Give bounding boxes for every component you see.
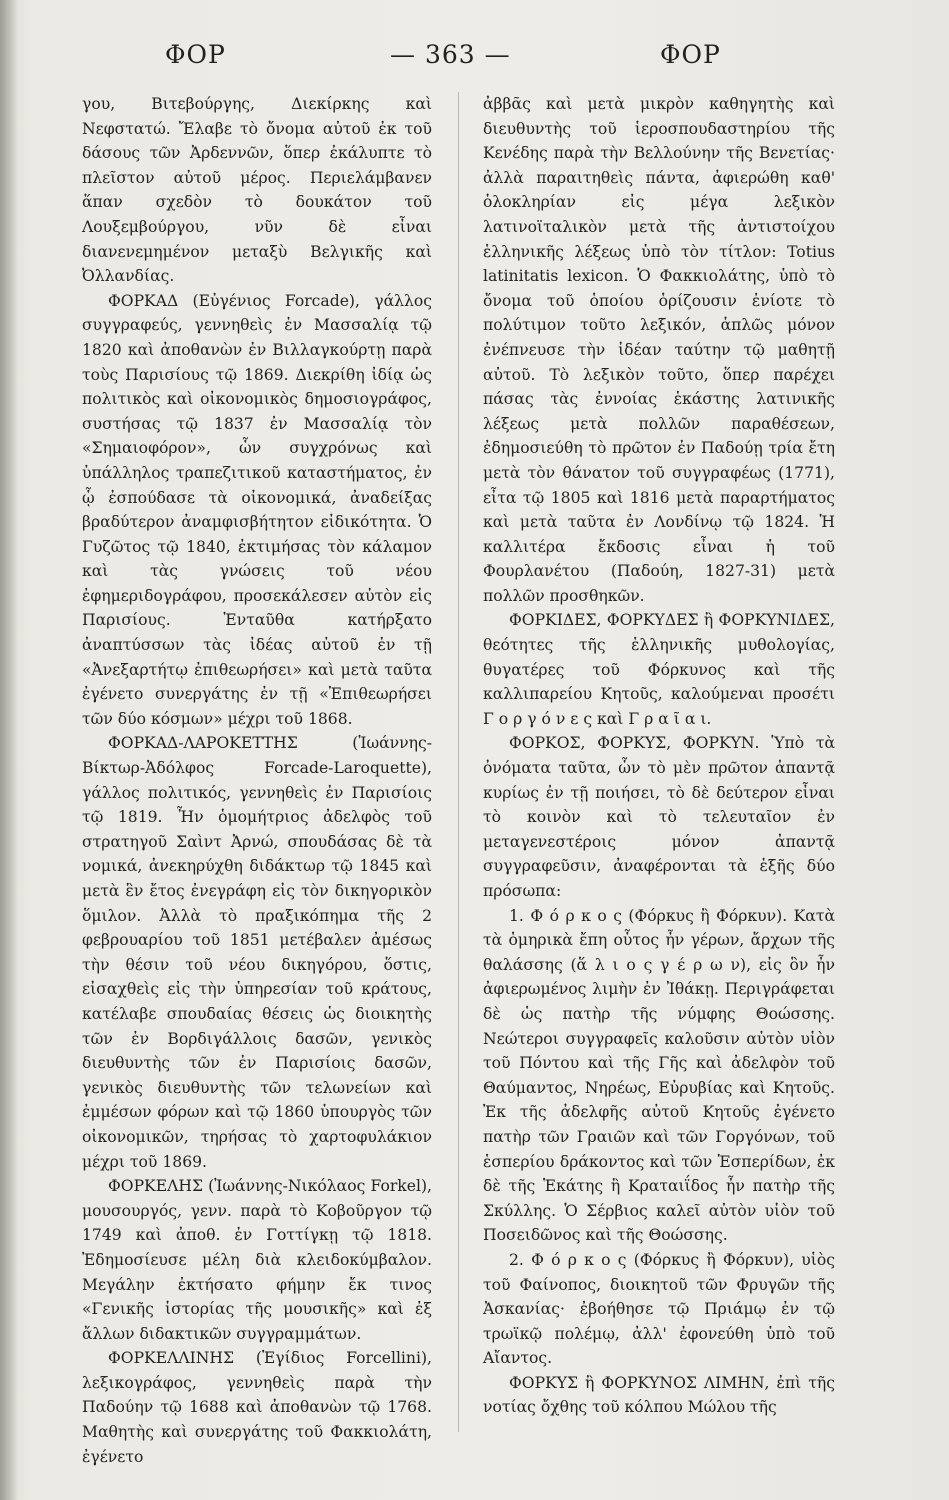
running-head-right: ΦΟΡ <box>660 40 721 69</box>
entry-forcade: ΦΟΡΚΑΔ (Εὐγένιος Forcade), γάλλος συγγραφεύς, γεννηθεὶς ἐν Μασσαλίᾳ τῷ 1820 καὶ ἀποθανὼν ἐν Βιλλαγκούρτῃ παρὰ τοὺς Παρισίους τῷ 1869. Διεκρίθη ἰδίᾳ ὡς πολιτικὸς καὶ οἰκονομικὸς δημοσιογράφος, συστήσας τῷ 1837 ἐν Μασσαλίᾳ τὸν «Σημαιοφόρον», ὧν συγχρόνως καὶ ὑπάλληλος τραπεζιτικοῦ καταστήματος, ἐν ᾧ ἐσπούδασε τὰ οἰκονομικά, ἀναδείξας βραδύτερον ἀναμφισβήτητον εἰδικότητα. Ὁ Γυζῶτος τῷ 1840, ἐκτιμήσας τὸν κάλαμον καὶ τὰς γνώσεις τοῦ νέου ἐφημεριδογράφου, προσεκάλεσεν αὐτὸν εἰς Παρισίους. Ἐνταῦθα κατήρξατο ἀναπτύσσων τὰς ἰδέας αὐτοῦ ἐν τῇ «Ἀνεξαρτήτῳ ἐπιθεωρήσει» καὶ μετὰ ταῦτα ἐγένετο συνεργάτης ἐν τῇ «Ἐπιθεωρήσει τῶν δύο κόσμων» μέχρι τοῦ 1868. <box>82 291 432 728</box>
running-head-left: ΦΟΡ <box>165 40 226 69</box>
page-header <box>70 40 889 80</box>
entry-phorkys-limen: ΦΟΡΚΥΣ ἢ ΦΟΡΚΥΝΟΣ ΛΙΜΗΝ, ἐπὶ τῆς νοτίας ὄχθης τοῦ κόλπου Μώλου τῆς <box>483 1373 835 1417</box>
column-divider <box>458 92 459 1432</box>
binding-shadow <box>0 0 18 1500</box>
entry-paragraph: ἀββᾶς καὶ μετὰ μικρὸν καθηγητὴς καὶ διευθυντὴς τοῦ ἱεροσπουδαστηρίου τῆς Κενέδης παρὰ τὴν Βελλούνην τῆς Βενετίας· ἀλλὰ παραιτηθεὶς πάντα, ἀφιερώθη καθ' ὁλοκληρίαν εἰς μέγα λεξικὸν λατινοϊταλικὸν μετὰ τῆς ἀντιστοίχου ἑλληνικῆς λέξεως ὑπὸ τὸν τίτλον: Totius latinitatis lexicon. Ὁ Φακκιολάτης, ὑπὸ τὸ ὄνομα τοῦ ὁποίου ὁρίζουσιν ἐνίοτε τὸ πολύτιμον τοῦτο λεξικόν, ἁπλῶς μόνον ἐνέπνευσε τὴν ἰδέαν ταύτην τῷ μαθητῇ αὐτοῦ. Τὸ λεξικὸν τοῦτο, ὅπερ παρέχει πάσας τὰς ἐννοίας ἑκάστης λατινικῆς λέξεως μετὰ πολλῶν παραθέσεων, ἐδημοσιεύθη τὸ πρῶτον ἐν Παδούῃ τρία ἔτη μετὰ τὸν θάνατον τοῦ συγγραφέως (1771), εἶτα τῷ 1805 καὶ 1816 μετὰ παραρτήματος καὶ μετὰ ταῦτα ἐν Λονδίνῳ τῷ 1824. Ἡ καλλιτέρα ἔκδοσις εἶναι ἡ τοῦ Φουρλανέτου (Παδούη, 1827-31) μετὰ πολλῶν προσθηκῶν. <box>483 95 835 605</box>
entry-phorkides: ΦΟΡΚΙΔΕΣ, ΦΟΡΚΥΔΕΣ ἢ ΦΟΡΚΥΝΙΔΕΣ, θεότητες τῆς ἑλληνικῆς μυθολογίας, θυγατέρες τοῦ Φόρκυνος καὶ τῆς καλλιπαρείου Κητοῦς, καλούμεναι προσέτι Γ ο ρ γ ό ν ε ς καὶ Γ ρ α ῖ α ι. <box>483 611 835 728</box>
left-column <box>82 92 432 1469</box>
page-number: — 363 — <box>390 40 511 69</box>
entry-paragraph: γου, Βιτεβούργης, Διεκίρκης καὶ Νεφστατώ. Ἔλαβε τὸ ὄνομα αὐτοῦ ἐκ τοῦ δάσους τῶν Ἀρδεννῶν, ὅπερ ἐκάλυπτε τὸ πλεῖστον αὐτοῦ μέρος. Περιελάμβανεν ἅπαν σχεδὸν τὸ δουκάτον τοῦ Λουξεμβούργου, νῦν δὲ εἶναι διανενεμημένον μεταξὺ Βελγικῆς καὶ Ὀλλανδίας. <box>82 95 432 286</box>
entry-forcellini: ΦΟΡΚΕΛΛΙΝΗΣ (Ἐγίδιος Forcellini), λεξικογράφος, γεννηθεὶς παρὰ τὴν Παδούην τῷ 1688 καὶ ἀποθανὼν τῷ 1768. Μαθητὴς καὶ συνεργάτης τοῦ Φακκιολάτη, ἐγένετο <box>82 1349 432 1466</box>
entry-forkel: ΦΟΡΚΕΛΗΣ (Ἰωάννης-Νικόλαος Forkel), μουσουργός, γενν. παρὰ τὸ Κοβοῦργον τῷ 1749 καὶ ἀποθ. ἐν Γοττίγκῃ τῷ 1818. Ἐδημοσίευσε μέλη διὰ κλειδοκύμβαλον. Μεγάλην ἐκτήσατο φήμην ἔκ τινος «Γενικῆς ἱστορίας τῆς μουσικῆς» καὶ ἐξ ἄλλων διδακτικῶν συγγραμμάτων. <box>82 1177 432 1343</box>
entry-phorkos-2: 2. Φ ό ρ κ ο ς (Φόρκυς ἢ Φόρκυν), υἱὸς τοῦ Φαίνοπος, διοικητοῦ τῶν Φρυγῶν τῆς Ἀσκανίας· ἐβοήθησε τῷ Πριάμῳ ἐν τῷ τρωϊκῷ πολέμῳ, ἀλλ' ἐφονεύθη ὑπὸ τοῦ Αἴαντος. <box>483 1250 835 1368</box>
right-column <box>483 92 835 1420</box>
entry-forcade-laroquette: ΦΟΡΚΑΔ-ΛΑΡΟΚΕΤΤΗΣ (Ἰωάννης-Βίκτωρ-Ἀδόλφος Forcade-Laroquette), γάλλος πολιτικός, γεννηθεὶς ἐν Παρισίοις τῷ 1819. Ἦν ὁμομήτριος ἀδελφὸς τοῦ στρατηγοῦ Σαὶντ Ἀρνώ, σπουδάσας δὲ τὰ νομικά, ἀνεκηρύχθη διδάκτωρ τῷ 1845 καὶ μετὰ ἓν ἔτος ἐνεγράφη εἰς τὸν δικηγορικὸν ὅμιλον. Ἀλλὰ τὸ πραξικόπημα τῆς 2 φεβρουαρίου τοῦ 1851 μετέβαλεν ἀμέσως τὴν θέσιν τοῦ νέου δικηγόρου, ὅστις, εἰσαχθεὶς εἰς τὴν ὑπηρεσίαν τοῦ κράτους, κατέλαβε σπουδαίας θέσεις ὡς διοικητὴς τῶν ἐν Βορδιγάλλοις δασῶν, γενικὸς διευθυντὴς τῶν ἐν Παρισίοις δασῶν, γενικὸς διευθυντὴς τῶν τελωνείων καὶ ἐμμέσων φόρων καὶ τῷ 1860 ὑπουργὸς τῶν οἰκονομικῶν, τηρήσας τὸ χαρτοφυλάκιον μέχρι τοῦ 1869. <box>82 734 432 1171</box>
entry-phorkos: ΦΟΡΚΟΣ, ΦΟΡΚΥΣ, ΦΟΡΚΥΝ. Ὑπὸ τὰ ὀνόματα ταῦτα, ὧν τὸ μὲν πρῶτον ἀπαντᾷ κυρίως ἐν τῇ ποιήσει, τὸ δὲ δεύτερον εἶναι τὸ κοινὸν καὶ τὸ τελευταῖον ἐν μεταγενεστέροις μόνον ἀπαντᾷ συγγραφεῦσιν, ἀναφέρονται τὰ ἑξῆς δύο πρόσωπα: <box>483 734 835 900</box>
entry-phorkos-1: 1. Φ ό ρ κ ο ς (Φόρκυς ἢ Φόρκυν). Κατὰ τὰ ὁμηρικὰ ἔπη οὗτος ἦν γέρων, ἄρχων τῆς θαλάσσης (ἅ λ ι ο ς γ έ ρ ω ν), εἰς ὃν ἦν ἀφιερωμένος λιμὴν ἐν Ἰθάκῃ. Περιγράφεται δὲ ὡς πατὴρ τῆς νύμφης Θοώσσης. Νεώτεροι συγγραφεῖς καλοῦσιν αὐτὸν υἱὸν τοῦ Πόντου καὶ τῆς Γῆς καὶ ἀδελφὸν τοῦ Θαύμαντος, Νηρέως, Εὐρυβίας καὶ Κητοῦς. Ἐκ τῆς ἀδελφῆς αὐτοῦ Κητοῦς ἐγένετο πατὴρ τῶν Γραιῶν καὶ τῶν Γοργόνων, τοῦ ἑσπερίου δράκοντος καὶ τῶν Ἑσπερίδων, ἐκ δὲ τῆς Ἑκάτης ἢ Κραταιΐδος ἦν πατὴρ τῆς Σκύλλης. Ὁ Σέρβιος καλεῖ αὐτὸν υἱὸν τοῦ Ποσειδῶνος καὶ τῆς Θοώσσης. <box>483 906 835 1245</box>
